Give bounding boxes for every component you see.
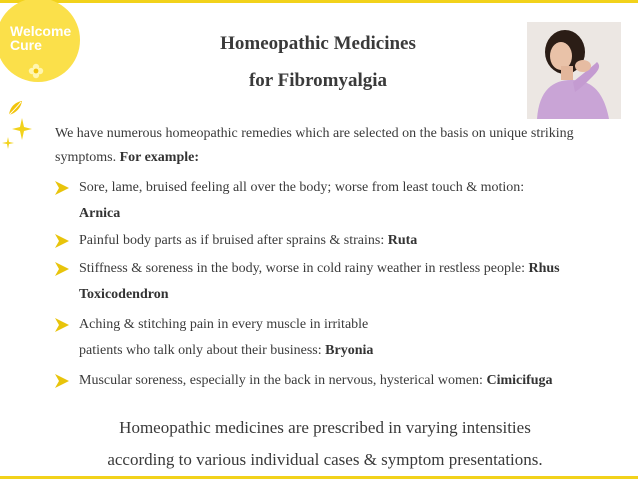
remedy-name: Ruta [387, 233, 418, 248]
arrow-bullet-icon [54, 373, 70, 389]
photo-illustration [527, 22, 621, 119]
remedy-name: Arnica [79, 206, 121, 221]
item-text: Stiffness & soreness in the body, worse in cold rainy weather in restless people: [79, 261, 525, 276]
page-title-line1: Homeopathic Medicines [220, 33, 416, 54]
list-item [55, 228, 615, 254]
top-accent-bar [0, 0, 638, 3]
arrow-bullet-icon [54, 261, 70, 277]
logo-line2: Cure [10, 37, 42, 53]
logo-line1: Welcome [10, 23, 72, 39]
item-text-cont: patients who talk only about their business: [79, 343, 322, 358]
sparkle-icon [12, 118, 32, 140]
arrow-bullet-icon [54, 317, 70, 333]
item-text: Muscular soreness, especially in the back in nervous, hysterical women: [79, 373, 483, 388]
small-sparkle-icon [2, 137, 14, 149]
logo-wordmark [10, 24, 80, 52]
remedy-name: Rhus Toxicodendron [79, 261, 560, 302]
page-title-line2: for Fibromyalgia [248, 70, 388, 91]
list-item [55, 175, 615, 227]
remedy-name: Bryonia [325, 343, 374, 358]
arrow-bullet-icon [54, 233, 70, 249]
item-text: Aching & stitching pain in every muscle in irritable [79, 317, 369, 332]
flower-icon [28, 63, 44, 79]
leaf-icon [6, 98, 26, 118]
list-item [55, 312, 615, 364]
footer-line1: Homeopathic medicines are prescribed in varying intensities [119, 418, 531, 437]
example-label: For example: [119, 150, 200, 165]
item-text: Sore, lame, bruised feeling all over the body; worse from least touch & motion: [79, 180, 525, 195]
item-text: Painful body parts as if bruised after sprains & strains: [79, 233, 385, 248]
footer-line2: according to various individual cases & symptom presentations. [107, 450, 543, 469]
list-item [55, 256, 615, 308]
woman-neck-pain-photo [527, 22, 621, 119]
arrow-bullet-icon [54, 180, 70, 196]
intro-paragraph [55, 122, 615, 170]
intro-text: We have numerous homeopathic remedies which are selected on the basis on unique striking symptoms. [55, 126, 574, 165]
list-item [55, 368, 615, 394]
remedy-name: Cimicifuga [486, 373, 553, 388]
